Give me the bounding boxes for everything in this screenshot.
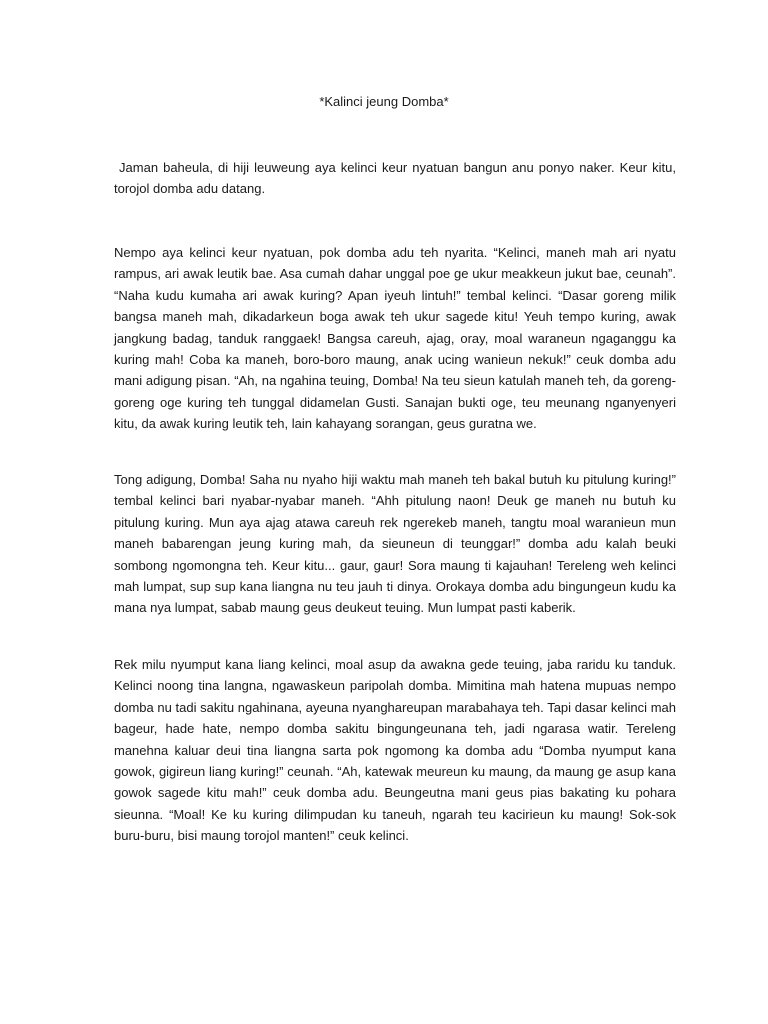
paragraph-4: Rek milu nyumput kana liang kelinci, moal asup da awakna gede teuing, jaba raridu ku tanduk. Kelinci noong tina langna, ngawaskeun paripolah domba. Mimitina mah hatena mupuas nempo domba nu tadi sakitu ngahinana, ayeuna nyanghareupan marabahaya teh. Tapi dasar kelinci mah bageur, hade hate, nempo domba sakitu bingungeunana teh, jadi ngarasa watir. Tereleng manehna kaluar deui tina liangna sarta pok ngomong ka domba adu “Domba nyumput kana gowok, gigireun liang kuring!” ceunah. “Ah, katewak meureun ku maung, da maung ge asup kana gowok sagede kitu mah!” ceuk domba adu. Beungeutna mani geus pias bakating ku pohara sieunna. “Moal! Ke ku kuring dilimpudan ku taneuh, ngarah teu kacirieun ku maung! Sok-sok buru-buru, bisi maung torojol manten!” ceuk kelinci. — [114, 657, 676, 844]
paragraph-1: Jaman baheula, di hiji leuweung aya kelinci keur nyatuan bangun anu ponyo naker. Keur kitu, torojol domba adu datang. — [114, 160, 676, 197]
paragraph-3: Tong adigung, Domba! Saha nu nyaho hiji waktu mah maneh teh bakal butuh ku pitulung kuring!” tembal kelinci bari nyabar-nyabar maneh. “Ahh pitulung naon! Deuk ge maneh nu butuh ku pitulung kuring. Mun aya ajag atawa careuh rek ngerekeb maneh, tangtu moal waranieun mun maneh babarengan jeung kuring mah, da sieuneun di teunggar!” domba adu kalah beuki sombong ngomongna teh. Keur kitu... gaur, gaur! Sora maung ti kajauhan! Tereleng weh kelinci mah lumpat, sup sup kana liangna nu teu jauh ti dinya. Orokaya domba adu bingungeun kudu ka mana nya lumpat, sabab maung geus deukeut teuing. Mun lumpat pasti kaberik. — [114, 472, 676, 616]
page-title: *Kalinci jeung Domba* — [319, 94, 449, 109]
paragraph-2: Nempo aya kelinci keur nyatuan, pok domba adu teh nyarita. “Kelinci, maneh mah ari nyatu rampus, ari awak leutik bae. Asa cumah dahar unggal poe ge ukur meakkeun jukut bae, ceunah”. “Naha kudu kumaha ari awak kuring? Apan iyeuh lintuh!” tembal kelinci. “Dasar goreng milik bangsa maneh mah, dikadarkeun boga awak teh ukur sagede kitu! Yeuh tempo kuring, awak jangkung badag, tanduk ranggaek! Bangsa careuh, ajag, oray, moal waraneun ngaganggu ka kuring mah! Coba ka maneh, boro-boro maung, anak ucing wanieun nekuk!” ceuk domba adu mani adigung pisan. “Ah, na ngahina teuing, Domba! Na teu sieun katulah maneh teh, da goreng-goreng oge kuring teh tunggal didamelan Gusti. Sanajan bukti oge, teu meunang nganyenyeri kitu, da awak kuring leutik teh, lain kahayang sorangan, geus guratna we. — [114, 245, 676, 432]
